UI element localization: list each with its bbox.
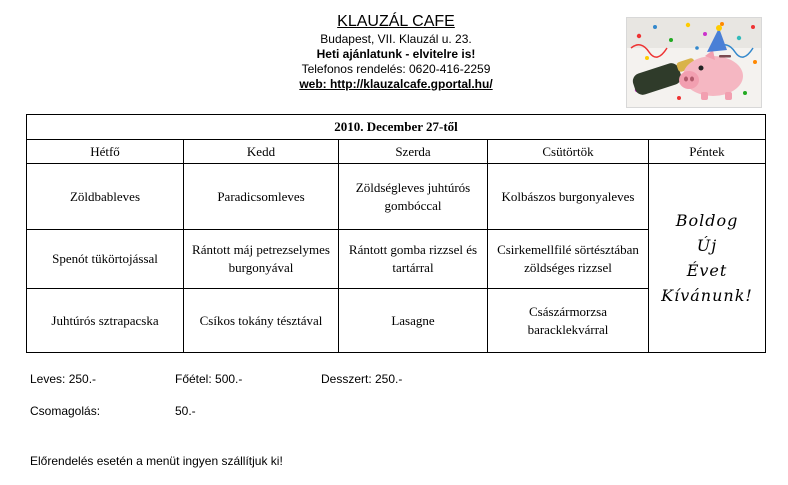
menu-cell: Csíkos tokány tésztával [184,289,339,353]
address: Budapest, VII. Klauzál u. 23. [320,32,472,46]
packaging-price: 50.- [175,404,196,418]
menu-cell: Zöldbableves [27,164,184,230]
price-dessert: Desszert: 250.- [321,372,403,386]
cafe-title: KLAUZÁL CAFE [337,13,455,30]
weekly-offer: Heti ajánlatunk - elvitelre is! [316,47,476,61]
menu-cell: Zöldségleves juhtúrós gombóccal [339,164,488,230]
weekly-menu-table [26,114,766,353]
phone: Telefonos rendelés: 0620-416-2259 [301,62,491,76]
day-friday: Péntek [649,140,766,164]
greeting-line: Évet [686,261,728,281]
greeting-line: Új [696,236,718,256]
price-main: Főétel: 500.- [175,372,243,386]
day-thursday: Csütörtök [488,140,649,164]
menu-cell: Rántott gomba rizzsel és tartárral [339,229,488,289]
day-tuesday: Kedd [184,140,339,164]
menu-date: 2010. December 27-től [27,115,766,140]
friday-greeting [649,164,766,353]
price-soup: Leves: 250.- [30,372,97,386]
greeting-line: Kívánunk! [661,286,753,306]
web-link[interactable]: web: http://klauzalcafe.gportal.hu/ [299,77,493,91]
menu-cell: Császármorzsa baracklekvárral [488,289,649,353]
greeting-line: Boldog [675,211,739,231]
day-monday: Hétfő [27,140,184,164]
menu-cell: Spenót tükörtojással [27,229,184,289]
menu-cell: Csirkemellfilé sörtésztában zöldséges rizzsel [488,229,649,289]
piggy-bank-image [627,18,761,107]
menu-cell: Lasagne [339,289,488,353]
packaging-label: Csomagolás: [30,404,101,418]
header [200,12,592,92]
day-wednesday: Szerda [339,140,488,164]
delivery-note: Előrendelés esetén a menüt ingyen szállítjuk ki! [30,454,283,468]
menu-cell: Paradicsomleves [184,164,339,230]
menu-cell: Kolbászos burgonyaleves [488,164,649,230]
piggy-bank-photo [626,17,762,108]
menu-cell: Rántott máj petrezselymes burgonyával [184,229,339,289]
menu-cell: Juhtúrós sztrapacska [27,289,184,353]
